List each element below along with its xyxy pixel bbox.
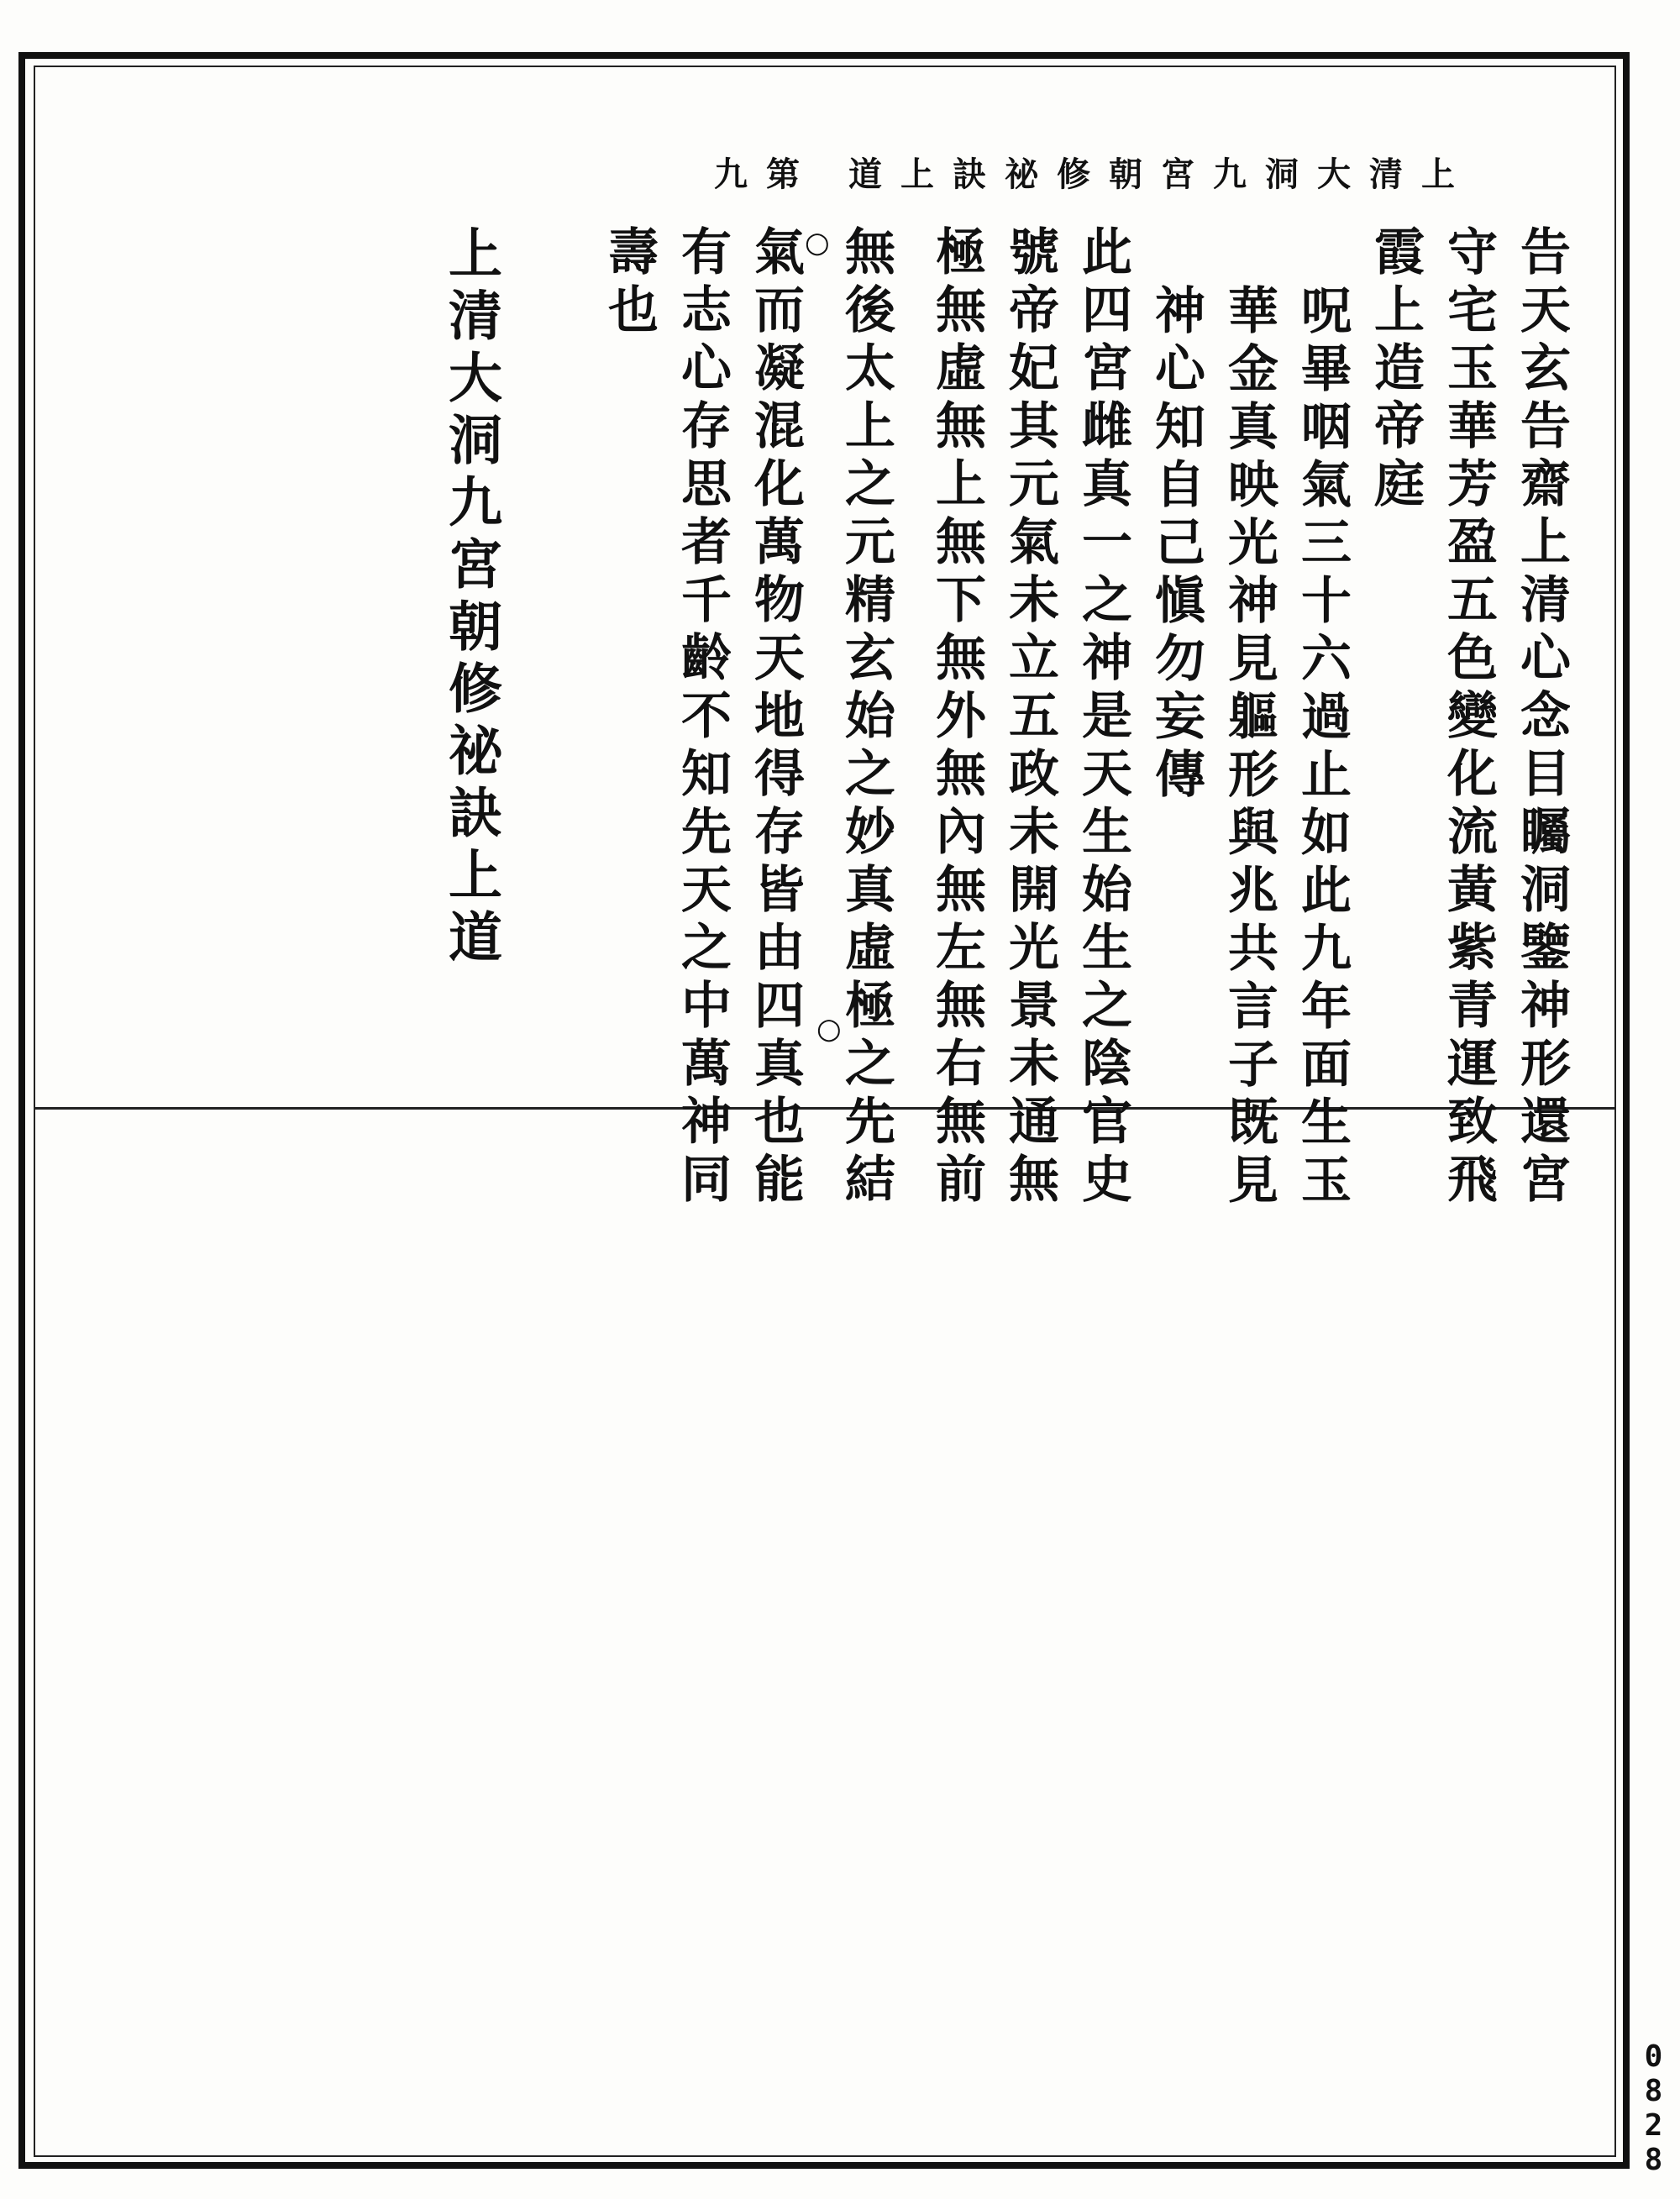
- text-column-5: 華金真映光神見軀形與兆共言子既見: [1220, 284, 1278, 1211]
- text-column-2: 守宅玉華芳盈五色變化流黃紫青運致飛: [1439, 225, 1498, 1210]
- section-number: 第九: [714, 155, 818, 194]
- punctuation-circle-mark: ○: [805, 226, 830, 260]
- half-page-divider: [34, 1107, 1616, 1110]
- text-column-10: 無後太上之元精玄始之妙真虛極之先結: [837, 225, 895, 1210]
- text-column-4: 呪畢咽氣三十六過止如此九年面生玉: [1293, 284, 1352, 1211]
- text-column-1: 告天玄告齋上清心念目矚洞鑒神形還宮: [1512, 225, 1571, 1210]
- text-column-8: 號帝妃其元氣未立五政未開光景未通無: [1000, 225, 1059, 1210]
- text-column-11: 氣而凝混化萬物天地得存皆由四真也能: [746, 225, 805, 1210]
- text-column-6: 神心知自己愼勿妄傳: [1147, 284, 1205, 806]
- text-column-12: 有志心存思者千齡不知先天之中萬神同: [673, 225, 732, 1210]
- text-column-13: 壽也: [600, 225, 659, 341]
- closing-title: 上清大洞九宮朝修祕訣上道: [439, 225, 502, 971]
- text-column-9: 極無虛無上無下無外無內無左無右無前: [927, 225, 986, 1210]
- text-column-3: 霞上造帝庭: [1366, 225, 1425, 515]
- text-column-7: 此四宮雌真一之神是天生始生之陰官史: [1074, 225, 1132, 1210]
- punctuation-circle-mark: ○: [816, 1012, 842, 1046]
- running-title: 上清大洞九宮朝修祕訣上道: [848, 155, 1473, 194]
- page-number: 0828: [1636, 2039, 1671, 2177]
